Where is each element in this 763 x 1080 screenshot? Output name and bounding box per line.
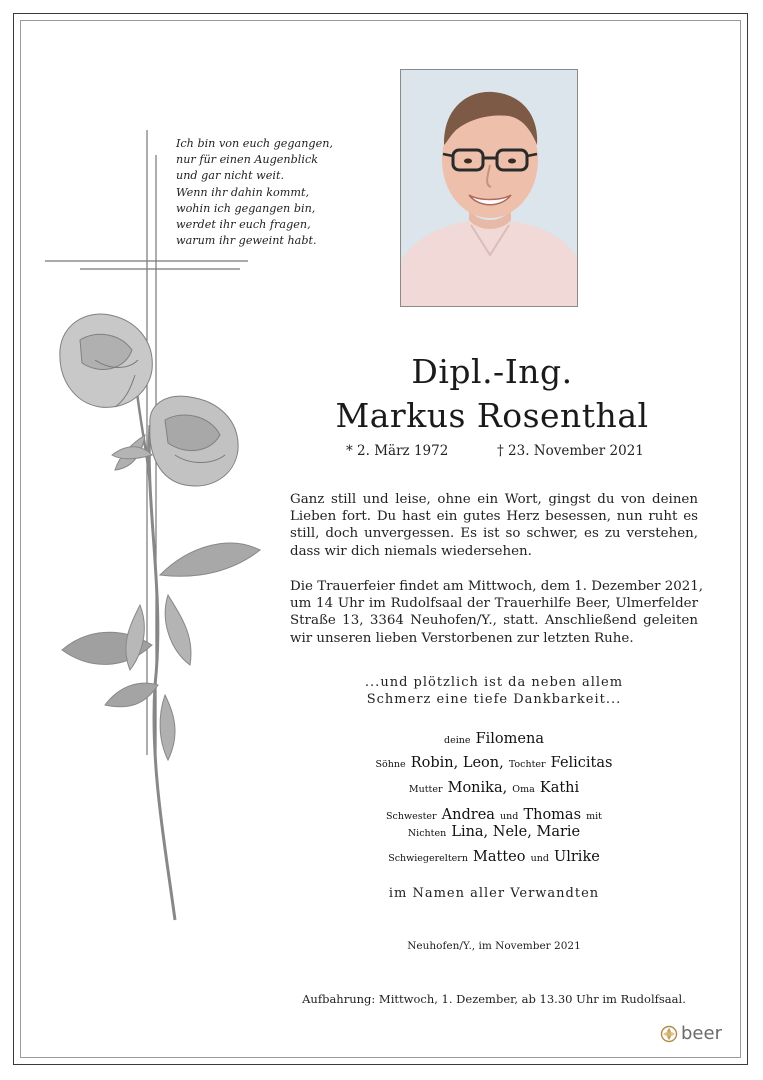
- wake-info: Aufbahrung: Mittwoch, 1. Dezember, ab 13.30 Uhr im Rudolfsaal.: [302, 992, 686, 1006]
- rose-icon: [60, 314, 260, 920]
- relation-label: Tochter: [508, 759, 546, 770]
- family-row: [290, 752, 698, 771]
- relation-label: Schwester: [386, 811, 437, 822]
- family-name: Kathi: [539, 780, 580, 796]
- text-line: Straße 13, 3364 Neuhofen/Y., statt. Anschließend geleiten: [290, 613, 698, 629]
- family-row: [290, 846, 698, 865]
- gratitude-quote: [290, 674, 698, 708]
- relation-label: Schwiegereltern: [388, 853, 468, 864]
- text-line: still, doch unvergessen. Es ist so schwer, es zu verstehen,: [290, 526, 698, 542]
- death-date: † 23. November 2021: [497, 443, 644, 459]
- text-line: Lieben fort. Du hast ein gutes Herz besessen, nun ruht es: [290, 509, 698, 525]
- family-name: Matteo: [473, 849, 526, 865]
- family-row: [290, 777, 698, 796]
- family-name: Monika,: [447, 780, 508, 796]
- relation-label: Oma: [512, 784, 535, 795]
- family-name: Lina, Nele, Marie: [451, 824, 581, 840]
- poem-line: werdet ihr euch fragen,: [176, 218, 311, 232]
- relation-label: und: [500, 811, 519, 822]
- logo-text: beer: [681, 1023, 722, 1044]
- memorial-text: [290, 491, 698, 560]
- family-name: Thomas: [523, 807, 582, 823]
- funeral-info: [290, 578, 704, 647]
- place-and-date: Neuhofen/Y., im November 2021: [407, 940, 581, 952]
- portrait-photo: [400, 69, 578, 307]
- text-line: um 14 Uhr im Rudolfsaal der Trauerhilfe Beer, Ulmerfelder: [290, 596, 698, 612]
- relation-label: Söhne: [375, 759, 406, 770]
- quote-line: Schmerz eine tiefe Dankbarkeit...: [366, 692, 622, 707]
- relation-label: Nichten: [407, 828, 447, 839]
- family-name: Felicitas: [550, 755, 613, 771]
- family-name: Filomena: [475, 731, 544, 747]
- on-behalf-of-relatives: im Namen aller Verwandten: [388, 886, 600, 901]
- title-name: Markus Rosenthal: [335, 396, 649, 435]
- family-name: Robin, Leon,: [410, 755, 504, 771]
- family-name: Ulrike: [554, 849, 600, 865]
- family-row: [290, 821, 698, 840]
- family-row: [290, 728, 698, 747]
- text-line: dass wir dich niemals wiedersehen.: [290, 543, 532, 559]
- poem-line: Ich bin von euch gegangen,: [176, 137, 333, 150]
- relation-label: deine: [444, 735, 471, 746]
- title-academic: Dipl.-Ing.: [411, 352, 573, 391]
- relation-label: und: [530, 853, 549, 864]
- poem-line: Wenn ihr dahin kommt,: [176, 185, 310, 199]
- funeral-home-logo: [660, 1023, 722, 1044]
- relation-label: Mutter: [408, 784, 443, 795]
- text-line: Die Trauerfeier findet am Mittwoch, dem 1. Dezember 2021,: [290, 579, 704, 594]
- birth-date: * 2. März 1972: [346, 443, 449, 459]
- text-line: Ganz still und leise, ohne ein Wort, gingst du von deinen: [290, 492, 698, 507]
- family-name: Andrea: [441, 807, 495, 823]
- poem-line: nur für einen Augenblick: [176, 153, 318, 167]
- text-line: wir unseren lieben Verstorbenen zur letzten Ruhe.: [290, 630, 634, 646]
- poem: [176, 136, 376, 249]
- flower-icon: [660, 1025, 678, 1043]
- poem-line: wohin ich gegangen bin,: [176, 201, 316, 215]
- poem-line: und gar nicht weit.: [176, 169, 284, 183]
- quote-line: ...und plötzlich ist da neben allem: [364, 675, 624, 690]
- poem-line: warum ihr geweint habt.: [176, 234, 317, 248]
- relation-label: mit: [586, 811, 602, 822]
